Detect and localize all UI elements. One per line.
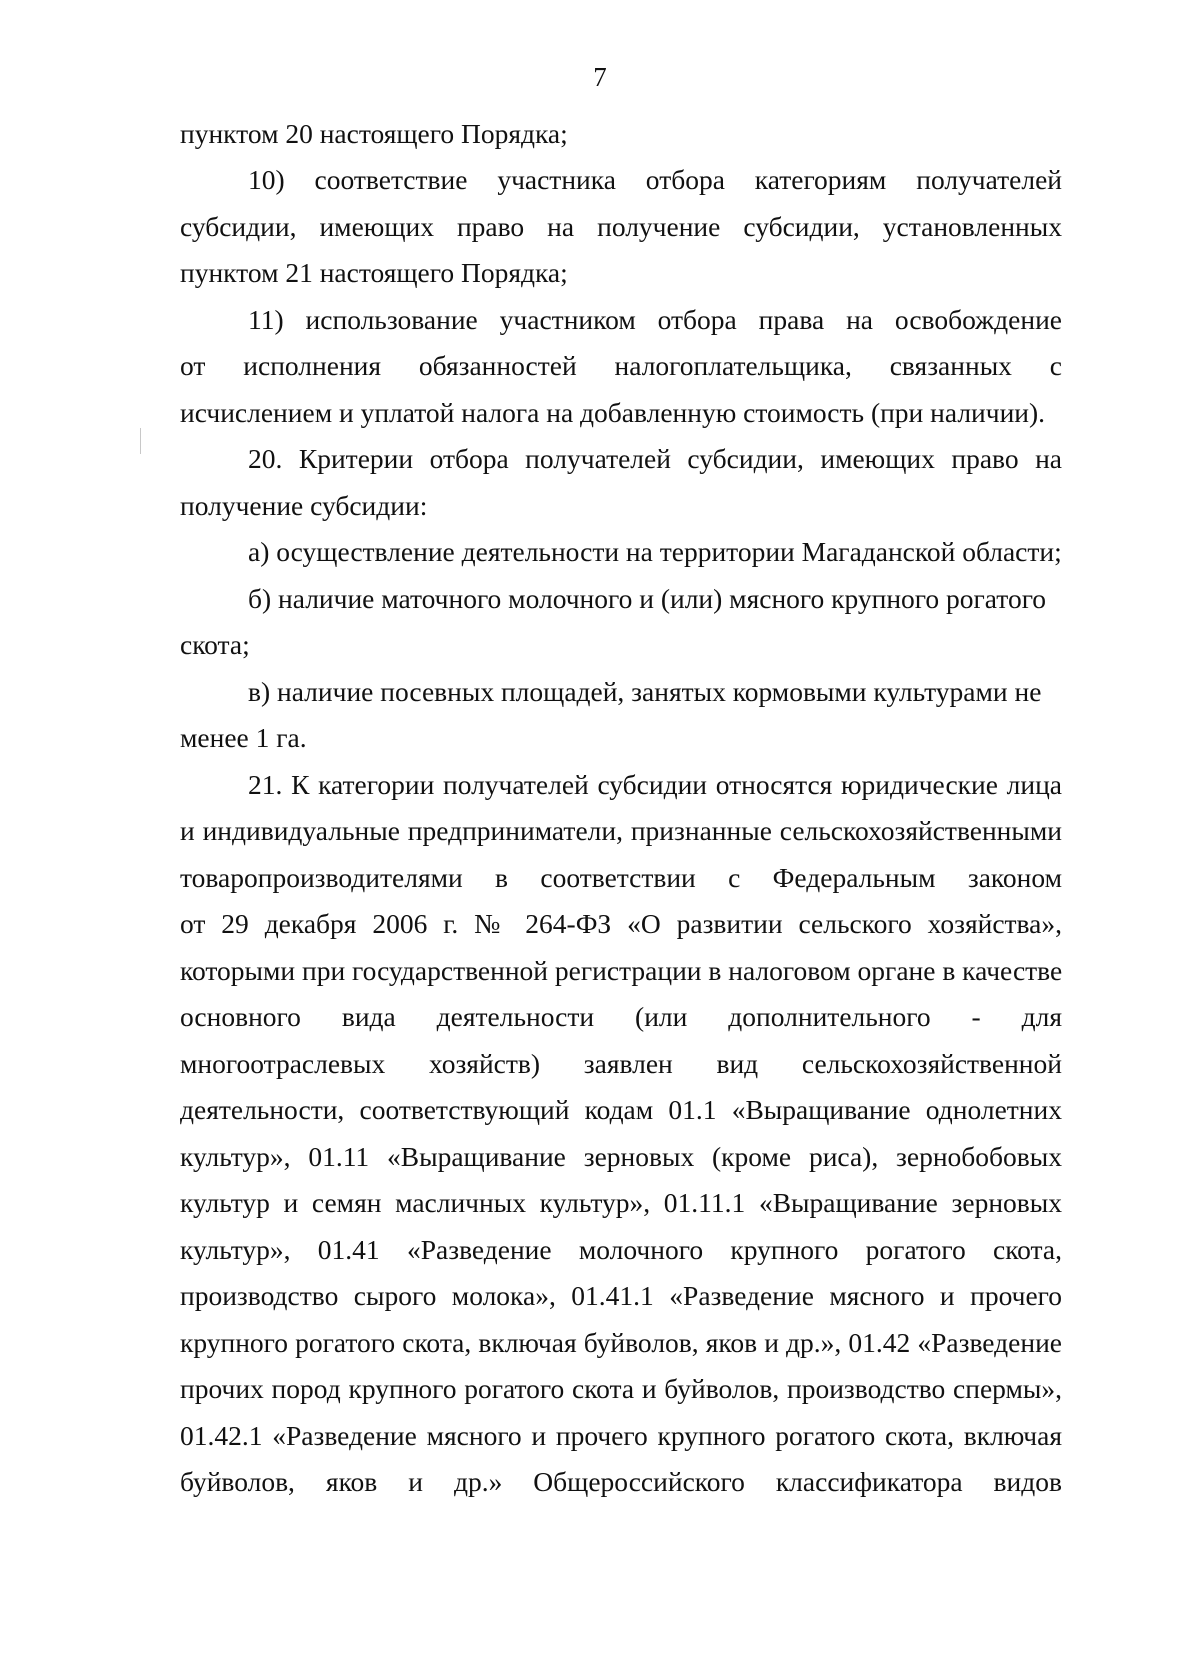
text-line: прочих пород крупного рогатого скота и буйволов, производство спермы», bbox=[180, 1373, 1062, 1404]
text-line: б) наличие маточного молочного и (или) мясного крупного рогатого bbox=[248, 583, 1047, 614]
text-line: в) наличие посевных площадей, занятых кормовыми культурами не bbox=[248, 676, 1042, 707]
text-line: от 29 декабря 2006 г. № 264-ФЗ «О развитии сельского хозяйства», bbox=[180, 908, 1062, 939]
text-line: крупного рогатого скота, включая буйволов, яков и др.», 01.42 «Разведение bbox=[180, 1327, 1062, 1358]
text-line: субсидии, имеющих право на получение субсидии, установленных bbox=[180, 211, 1062, 242]
text-line: которыми при государственной регистрации в налоговом органе в качестве bbox=[180, 955, 1063, 986]
text-line: товаропроизводителями в соответствии с Федеральным законом bbox=[180, 862, 1062, 893]
text-line: 21. К категории получателей субсидии относятся юридические лица bbox=[248, 769, 1062, 800]
text-line: культур и семян масличных культур», 01.11.1 «Выращивание зерновых bbox=[180, 1187, 1062, 1218]
text-line: скота; bbox=[180, 629, 250, 660]
text-line: 20. Критерии отбора получателей субсидии, имеющих право на bbox=[248, 443, 1062, 474]
text-line: а) осуществление деятельности на территории Магаданской области; bbox=[248, 536, 1062, 567]
text-line: культур», 01.41 «Разведение молочного крупного рогатого скота, bbox=[180, 1234, 1062, 1265]
text-line: и индивидуальные предприниматели, признанные сельскохозяйственными bbox=[180, 815, 1062, 846]
text-line: пунктом 20 настоящего Порядка; bbox=[180, 118, 568, 149]
text-line: 01.42.1 «Разведение мясного и прочего крупного рогатого скота, включая bbox=[180, 1420, 1062, 1451]
text-line: деятельности, соответствующий кодам 01.1 «Выращивание однолетних bbox=[180, 1094, 1062, 1125]
margin-mark bbox=[140, 428, 141, 454]
text-line: многоотраслевых хозяйств) заявлен вид сельскохозяйственной bbox=[180, 1048, 1062, 1079]
text-line: исчислением и уплатой налога на добавленную стоимость (при наличии). bbox=[180, 397, 1046, 428]
text-line: буйволов, яков и др.» Общероссийского классификатора видов bbox=[180, 1466, 1062, 1497]
text-line: основного вида деятельности (или дополнительного - для bbox=[180, 1001, 1062, 1032]
text-line: 10) соответствие участника отбора категориям получателей bbox=[248, 164, 1062, 195]
page-number: 7 bbox=[593, 62, 607, 92]
text-line: менее 1 га. bbox=[180, 722, 307, 753]
text-line: производство сырого молока», 01.41.1 «Разведение мясного и прочего bbox=[180, 1280, 1062, 1311]
text-line: от исполнения обязанностей налогоплательщика, связанных с bbox=[180, 350, 1062, 381]
text-line: 11) использование участником отбора права на освобождение bbox=[248, 304, 1062, 335]
text-line: культур», 01.11 «Выращивание зерновых (кроме риса), зернобобовых bbox=[180, 1141, 1062, 1172]
text-line: пунктом 21 настоящего Порядка; bbox=[180, 257, 568, 288]
text-line: получение субсидии: bbox=[180, 490, 428, 521]
